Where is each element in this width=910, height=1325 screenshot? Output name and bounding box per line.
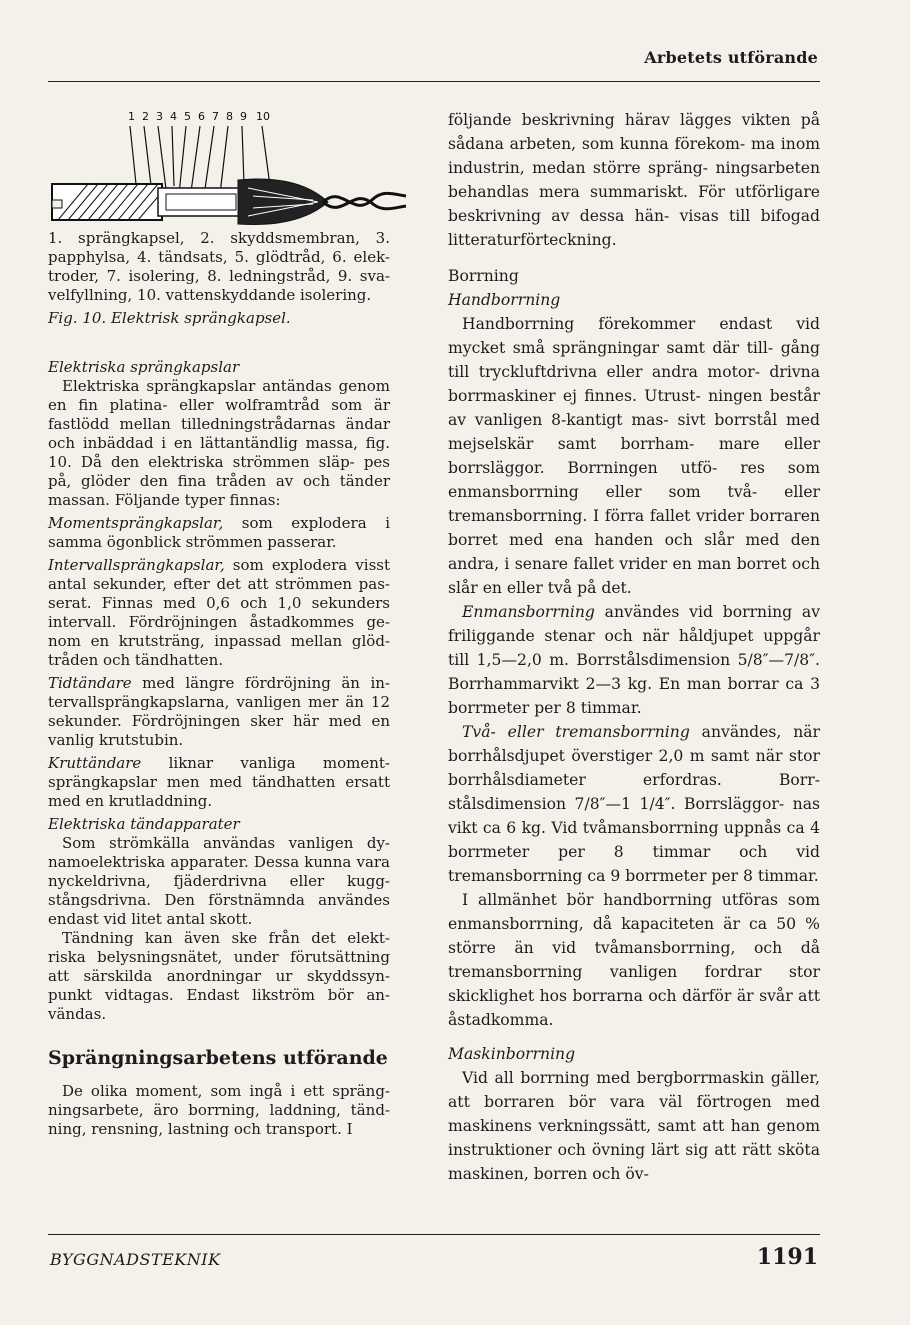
figure-part-number: 8 (226, 110, 233, 123)
paragraph: De olika moment, som ingå i ett spräng- ningsarbete, äro borrning, laddning, tänd- ning, rensning, lastning och transport. I (48, 1082, 390, 1138)
term: Två- eller tremansborrning (462, 723, 690, 741)
term: Momentsprängkapslar, (48, 514, 224, 532)
paragraph: Momentsprängkapslar, som explodera i samma ögonblick strömmen passerar. (48, 514, 390, 551)
heading-maskinborrning: Maskinborrning (448, 1045, 576, 1063)
paragraph: Vid all borrning med bergborrmaskin gäller, att borraren bör vara väl förtrogen med maskinens verkningssätt, samt att han genom instruktioner och övning lärt sig att rätt sköta maskinen, borren och öv- (448, 1069, 820, 1183)
paragraph: följande beskrivning härav lägges vikten på sådana arbeten, som kunna förekom- ma inom industrin, medan större spräng- ningsarbeten behandlas mera summariskt. För utförligare beskrivning av dessa hän- visas till bifogad litteraturförteckning. (448, 111, 820, 249)
term: Enmansborrning (462, 603, 595, 621)
journal-name: BYGGNADSTEKNIK (50, 1250, 221, 1269)
left-column (48, 104, 390, 1139)
right-column (448, 108, 820, 1186)
figure-legend: 1. sprängkapsel, 2. skyddsmembran, 3. papphylsa, 4. tändsats, 5. glödtråd, 6. elek- troder, 7. isolering, 8. ledningstråd, 9. sva- velfyllning, 10. vattenskyddande isolering. (48, 229, 390, 304)
paragraph: Två- eller tremansborrning användes, när borrhålsdjupet överstiger 2,0 m samt när stor borrhålsdiameter erfordras. Borr- stålsdimension 7/8″—1 1/4″. Borrsläggor- nas vikt ca 6 kg. Vid tvåmansborrning uppnås ca 4 borrmeter per 8 timmar och vid tremansborrning ca 9 borrmeter per 8 timmar. (448, 723, 820, 885)
figure-part-number: 3 (156, 110, 163, 123)
paragraph: Kruttändare liknar vanliga moment- sprängkapslar men med tändhatten ersatt med en krutladdning. (48, 754, 390, 810)
figure-part-number: 9 (240, 110, 247, 123)
paragraph: Tändning kan även ske från det elekt- riska belysningsnätet, under förutsättning att särskilda anordningar ur skyddssyn- punkt vidtagas. Endast likström bör an- vändas. (48, 929, 390, 1023)
paragraph: Enmansborrning användes vid borrning av friliggande stenar och när håldjupet uppgår till 1,5—2,0 m. Borrstålsdimension 5/8″—7/8″. Borrhammarvikt 2—3 kg. En man borrar ca 3 borrmeter per 8 timmar. (448, 603, 820, 717)
figure-part-number: 6 (198, 110, 205, 123)
paragraph: Tidtändare med längre fördröjning än in- tervallsprängkapslarna, vanligen mer än 12 sekunder. Fördröjningen sker här med en vanlig krutstubin. (48, 674, 390, 749)
paragraph: Elektriska sprängkapslar antändas genom en fin platina- eller wolframtråd som är fastlödd mellan tilledningstrådarnas ändar och inbäddad i en lättantändlig massa, fig. 10. Då den elektriska strömmen släp- pes på, glöder den fina tråden av och tänder massan. Följande typer finnas: (48, 377, 390, 509)
header-rule (48, 81, 820, 82)
paragraph: Handborrning förekommer endast vid mycket små sprängningar samt där till- gång till tryckluftdrivna eller andra motor- drivna borrmaskiner ej finnes. Utrust- ningen består av vanligen 8-kantigt mas- sivt borrstål med mejselskär samt borrham- mare eller borrsläggor. Borrningen utfö- res som enmansborrning eller som två- eller tremansborrning. I förra fallet vrider borraren borret med ena handen och slår med den andra, i senare fallet vrider en man borret och slår en eller två på det. (448, 315, 820, 597)
figure-part-number: 4 (170, 110, 177, 123)
paragraph: Som strömkälla användas vanligen dy- namoelektriska apparater. Dessa kunna vara nyckeldrivna, fjäderdrivna eller kugg- stångsdrivna. Den förstnämnda användes endast vid litet antal skott. (48, 834, 390, 928)
paragraph: I allmänhet bör handborrning utföras som enmansborrning, då kapaciteten är ca 50 % större än vid tvåmansborrning, och då tremansborrning vanligen fordrar stor skicklighet hos borrarna och därför är svår att åstadkomma. (448, 891, 820, 1029)
figure-part-number: 5 (184, 110, 191, 123)
running-header: Arbetets utförande (644, 48, 818, 67)
term: Kruttändare (48, 754, 142, 772)
figure-part-number: 2 (142, 110, 149, 123)
heading-handborrning: Handborrning (448, 291, 561, 309)
heading-elektriska-tandapparater: Elektriska tändapparater (48, 815, 240, 833)
paragraph: Intervallsprängkapslar, som explodera visst antal sekunder, efter det att strömmen pas- serat. Finnas med 0,6 och 1,0 sekunders intervall. Fördröjningen åstadkommes ge- nom en krutsträng, inpassad mellan glöd- tråden och tändhatten. (48, 556, 390, 669)
term: Tidtändare (48, 674, 132, 692)
figure-caption: Fig. 10. Elektrisk sprängkapsel. (48, 309, 291, 327)
term: Intervallsprängkapslar, (48, 556, 225, 574)
footer-rule (48, 1234, 820, 1235)
detonator-diagram (48, 104, 408, 229)
figure-electric-detonator (48, 104, 408, 229)
page-number: 1191 (756, 1244, 818, 1270)
heading-elektriska-sprangkapslar: Elektriska sprängkapslar (48, 358, 240, 376)
figure-part-number: 10 (256, 110, 270, 123)
figure-part-number: 7 (212, 110, 219, 123)
figure-part-number: 1 (128, 110, 135, 123)
heading-borrning: Borrning (448, 267, 519, 285)
section-title: Sprängningsarbetens utförande (48, 1047, 388, 1069)
